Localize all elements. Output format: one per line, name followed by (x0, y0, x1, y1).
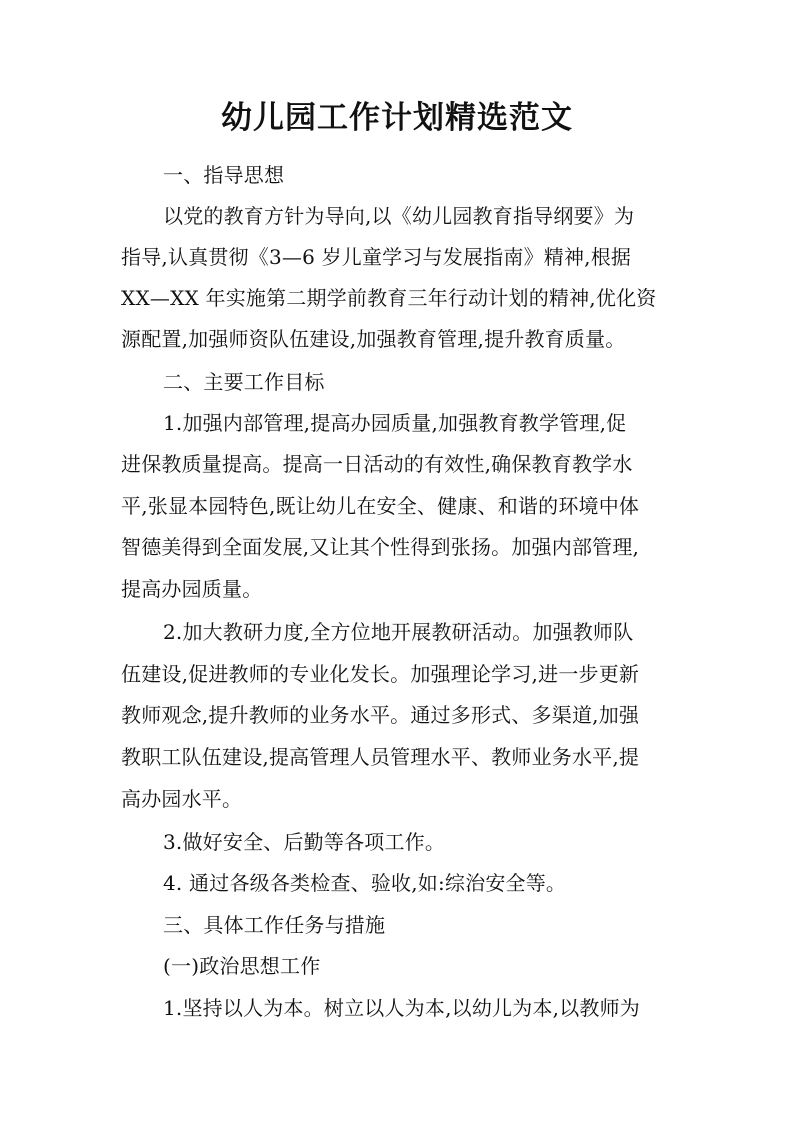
paragraph-line: 教职工队伍建设,提高管理人员管理水平、教师业务水平,提 (121, 745, 640, 769)
paragraph-line: 1.加强内部管理,提高办园质量,加强教育教学管理,促 (163, 411, 627, 435)
section-heading-specific-tasks: 三、具体工作任务与措施 (163, 913, 386, 937)
paragraph-line: 教师观念,提升教师的业务水平。通过多形式、多渠道,加强 (121, 703, 640, 727)
paragraph-line: 1.坚持以人为本。树立以人为本,以幼儿为本,以教师为 (163, 996, 640, 1020)
subsection-heading-political-work: (一)政治思想工作 (163, 954, 321, 978)
paragraph-line: 高办园水平。 (121, 787, 243, 811)
paragraph-line: 以党的教育方针为导向,以《幼儿园教育指导纲要》为 (163, 204, 635, 228)
paragraph-line: 智德美得到全面发展,又让其个性得到张扬。加强内部管理, (121, 535, 640, 559)
paragraph-line: 进保教质量提高。提高一日活动的有效性,确保教育教学水 (121, 452, 633, 476)
paragraph-line: 2.加大教研力度,全方位地开展教研活动。加强教师队 (163, 620, 634, 644)
paragraph-line: XX—XX 年实施第二期学前教育三年行动计划的精神,优化资 (121, 286, 657, 310)
paragraph-line: 3.做好安全、后勤等各项工作。 (163, 830, 446, 854)
paragraph-line: 4. 通过各级各类检查、验收,如:综治安全等。 (163, 871, 567, 895)
paragraph-line: 伍建设,促进教师的专业化发长。加强理论学习,进一步更新 (121, 662, 640, 686)
document-title: 幼儿园工作计划精选范文 (221, 100, 573, 136)
paragraph-line: 平,张显本园特色,既让幼儿在安全、健康、和谐的环境中体 (121, 494, 640, 518)
section-heading-guiding-ideology: 一、指导思想 (163, 163, 285, 187)
paragraph-line: 源配置,加强师资队伍建设,加强教育管理,提升教育质量。 (121, 327, 626, 351)
section-heading-main-goals: 二、主要工作目标 (163, 370, 325, 394)
paragraph-line: 指导,认真贯彻《3—6 岁儿童学习与发展指南》精神,根据 (121, 245, 632, 269)
paragraph-line: 提高办园质量。 (121, 577, 263, 601)
